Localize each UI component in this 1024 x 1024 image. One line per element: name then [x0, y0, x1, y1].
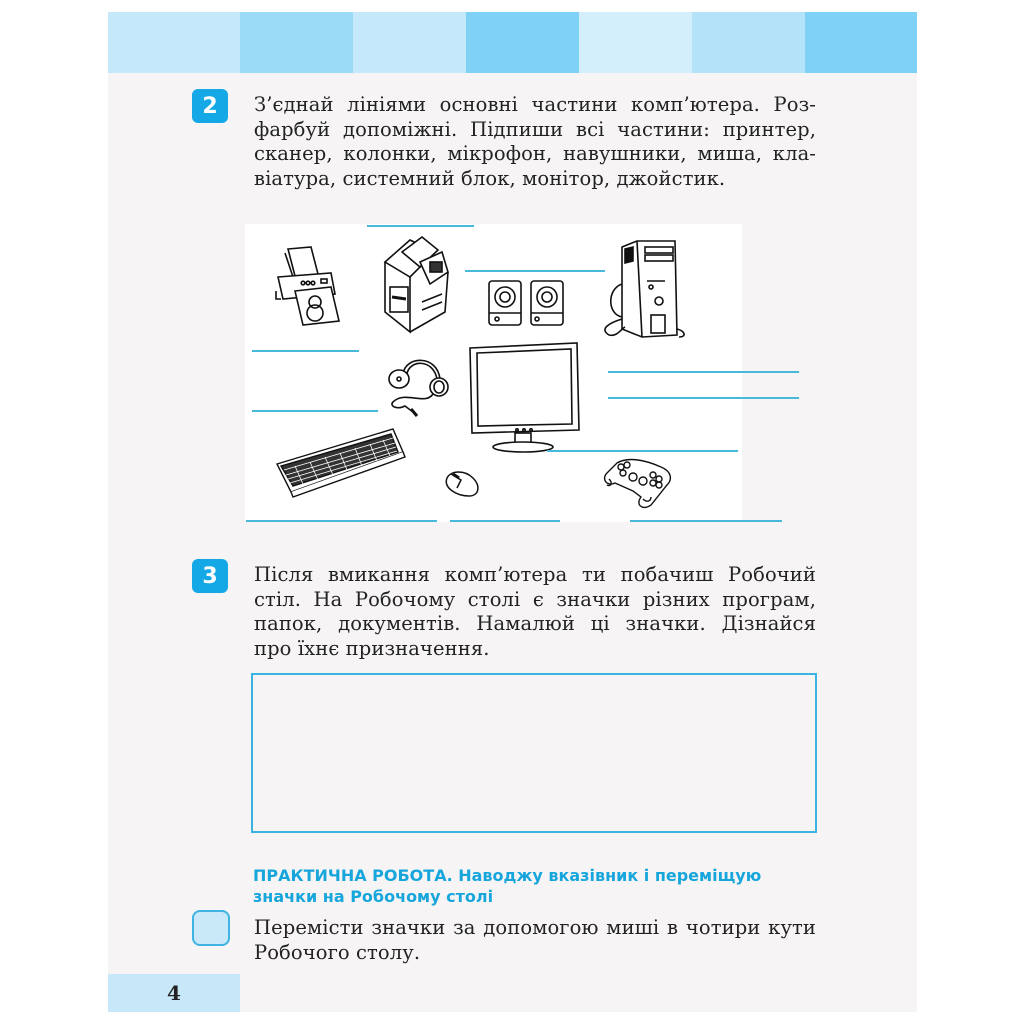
- workbook-page: [108, 12, 917, 1012]
- practical-line: Робочого столу.: [254, 940, 421, 964]
- header-segment: [353, 12, 466, 73]
- answer-line[interactable]: [450, 520, 560, 522]
- task3-line: папок, документів. Намалюй ці значки. Дізнайся: [254, 612, 816, 635]
- scanner-icon: [380, 232, 460, 337]
- answer-line[interactable]: [608, 371, 799, 373]
- speakers-icon: [485, 279, 570, 329]
- answer-line[interactable]: [252, 410, 378, 412]
- task2-instructions: [254, 93, 816, 191]
- header-segment: [579, 12, 692, 73]
- practical-title-line: ПРАКТИЧНА РОБОТА. Наводжу вказівник і переміщую: [253, 866, 762, 885]
- header-segment: [805, 12, 917, 73]
- task-number-badge: 2: [192, 89, 228, 123]
- page-number: 4: [167, 981, 181, 1005]
- system-unit-icon: [597, 239, 687, 339]
- answer-line[interactable]: [608, 397, 799, 399]
- answer-line[interactable]: [246, 520, 437, 522]
- keyboard-icon: [275, 424, 410, 499]
- practical-line: Перемісти значки за допомогою миші в чотири кути: [254, 916, 816, 939]
- answer-line[interactable]: [465, 270, 605, 272]
- header-segment: [466, 12, 579, 73]
- practical-title-line: значки на Робочому столі: [253, 887, 494, 906]
- monitor-icon: [467, 340, 582, 455]
- header-segment: [108, 12, 240, 73]
- task3-line: Після вмикання комп’ютера ти побачиш Робочий: [254, 563, 816, 586]
- printer-icon: [273, 239, 353, 329]
- mouse-icon: [443, 468, 483, 500]
- task2-line: З’єднай лініями основні частини комп’ютера. Роз-: [254, 93, 816, 116]
- task2-line: віатура, системний блок, монітор, джойстик.: [254, 166, 726, 190]
- task3-instructions: [254, 563, 816, 661]
- answer-line[interactable]: [367, 225, 474, 227]
- task2-line: сканер, колонки, мікрофон, навушники, миша, кла-: [254, 142, 816, 165]
- computer-parts-illustration: [245, 224, 742, 522]
- drawing-area[interactable]: [251, 673, 817, 833]
- task-number-badge: 3: [192, 559, 228, 593]
- header-segment: [240, 12, 353, 73]
- checkbox-marker[interactable]: [192, 910, 230, 946]
- answer-line[interactable]: [252, 350, 359, 352]
- headset-icon: [385, 354, 455, 419]
- header-segment: [692, 12, 805, 73]
- joystick-icon: [603, 457, 675, 509]
- practical-instructions: [254, 916, 816, 965]
- practical-work-title: [253, 865, 813, 907]
- page-number-tab: [108, 974, 240, 1012]
- task3-line: про їхнє призначення.: [254, 636, 490, 660]
- task2-line: фарбуй допоміжні. Підпиши всі частини: принтер,: [254, 117, 816, 141]
- header-color-band: [108, 12, 917, 73]
- answer-line[interactable]: [630, 520, 782, 522]
- answer-line[interactable]: [547, 450, 738, 452]
- task3-line: стіл. На Робочому столі є значки різних програм,: [254, 587, 816, 611]
